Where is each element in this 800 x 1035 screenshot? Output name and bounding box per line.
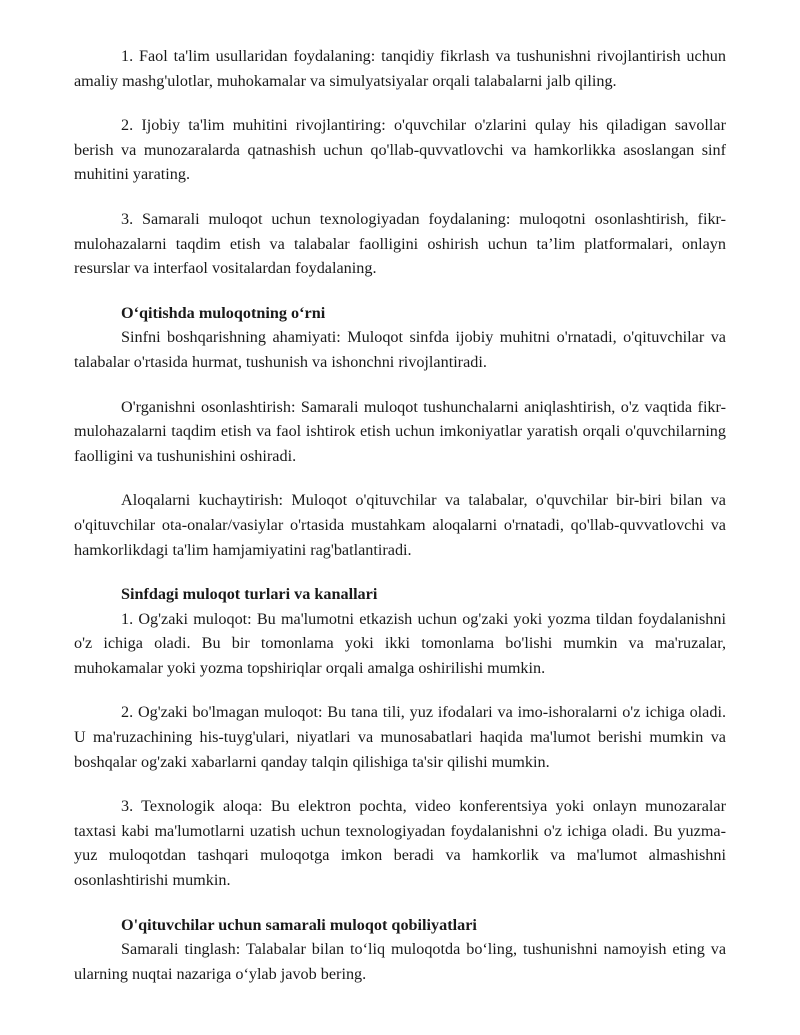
- section-heading-teacher-skills: O'qituvchilar uchun samarali muloqot qobiliyatlari: [121, 915, 477, 934]
- paragraph-positive-environment: 2. Ijobiy ta'lim muhitini rivojlantiring: o'quvchilar o'zlarini qulay his qiladigan savollar berish va munozaralarda qatnashish uchun qo'llab-quvvatlovchi va hamkorlikka asoslangan sinf muhitini yarating.: [74, 116, 726, 184]
- section-heading-role-of-communication: O‘qitishda muloqotning o‘rni: [121, 303, 326, 322]
- document-page: [74, 44, 726, 986]
- paragraph-classroom-management: Sinfni boshqarishning ahamiyati: Muloqot sinfda ijobiy muhitni o'rnatadi, o'qituvchilar va talabalar o'rtasida hurmat, tushunish va ishonchni rivojlantiradi.: [74, 328, 726, 371]
- paragraph-nonverbal-communication: 2. Og'zaki bo'lmagan muloqot: Bu tana tili, yuz ifodalari va imo-ishoralarni o'z ichiga oladi. U ma'ruzachining his-tuyg'ulari, niyatlari va munosabatlari haqida ma'lumot berishi mumkin va boshqalar og'zaki xabarlarni qanday talqin qilishiga ta'sir qilishi mumkin.: [74, 703, 726, 771]
- paragraph-technological-communication: 3. Texnologik aloqa: Bu elektron pochta, video konferentsiya yoki onlayn munozaralar taxtasi kabi ma'lumotlarni uzatish uchun texnologiyadan foydalanishni o'z ichiga oladi. Bu yuzma-yuz muloqotdan tashqari muloqotga imkon beradi va hamkorlik va ma'lumot almashishni osonlashtirishi mumkin.: [74, 797, 726, 890]
- paragraph-active-learning: 1. Faol ta'lim usullaridan foydalaning: tanqidiy fikrlash va tushunishni rivojlantirish uchun amaliy mashg'ulotlar, muhokamalar va simulyatsiyalar orqali talabalarni jalb qiling.: [74, 47, 726, 90]
- paragraph-strengthening-relationships: Aloqalarni kuchaytirish: Muloqot o'qituvchilar va talabalar, o'quvchilar bir-biri bilan va o'qituvchilar ota-onalar/vasiylar o'rtasida mustahkam aloqalarni o'rnatadi, qo'llab-quvvatlovchi va hamkorlikdagi ta'lim hamjamiyatini rag'batlantiradi.: [74, 491, 726, 559]
- paragraph-technology-use: 3. Samarali muloqot uchun texnologiyadan foydalaning: muloqotni osonlashtirish, fikr-mulohazalarni taqdim etish va talabalar faolligini oshirish uchun ta’lim platformalari, onlayn resurslar va interfaol vositalardan foydalaning.: [74, 209, 726, 278]
- paragraph-effective-listening: Samarali tinglash: Talabalar bilan to‘liq muloqotda bo‘ling, tushunishni namoyish eting va ularning nuqtai nazariga o‘ylab javob bering.: [74, 940, 726, 983]
- paragraph-facilitating-learning: O'rganishni osonlashtirish: Samarali muloqot tushunchalarni aniqlashtirish, o'z vaqtida fikr-mulohazalarni taqdim etish va faol ishtirok etish uchun imkoniyatlar yaratish orqali o'quvchilarning faolligini va tushunishini oshiradi.: [74, 397, 726, 465]
- section-heading-communication-types: Sinfdagi muloqot turlari va kanallari: [121, 585, 378, 604]
- paragraph-verbal-communication: 1. Og'zaki muloqot: Bu ma'lumotni etkazish uchun og'zaki yoki yozma tildan foydalanishni o'z ichiga oladi. Bu bir tomonlama yoki ikki tomonlama bo'lishi mumkin va ma'ruzalar, muhokamalar yoki yozma topshiriqlar orqali amalga oshirilishi mumkin.: [74, 609, 726, 677]
